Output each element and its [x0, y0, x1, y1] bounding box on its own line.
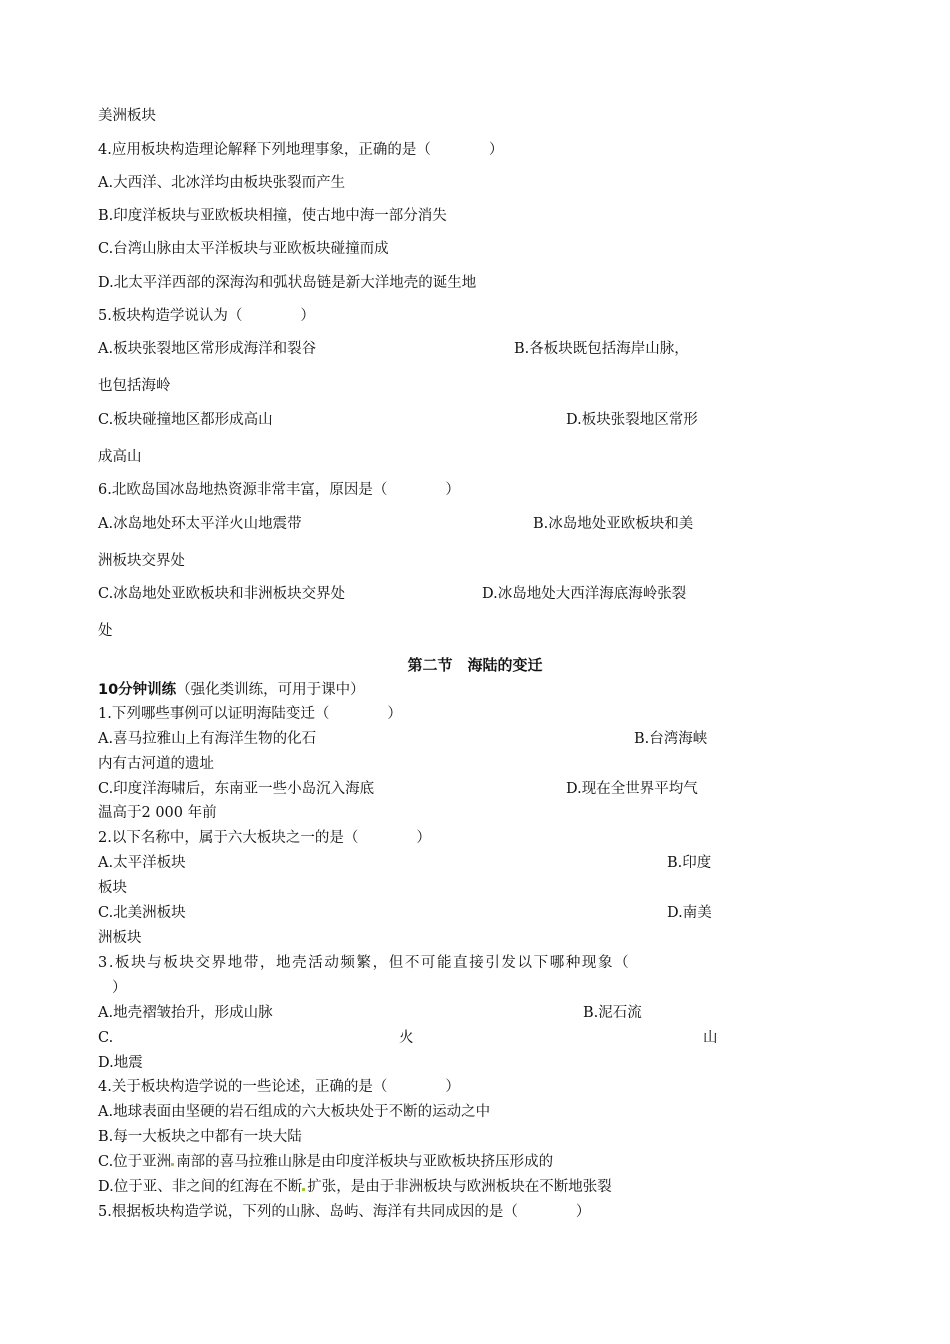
question-3: 3.板块与板块交界地带，地壳活动频繁，但不可能直接引发以下哪种现象（ [98, 955, 631, 971]
question-4: 4.应用板块构造理论解释下列地理事象，正确的是（ ） [98, 142, 504, 158]
option-b: B.泥石流 [583, 1005, 642, 1021]
option-d-pre: D.位于亚、非之间的红海在不断 [98, 1179, 303, 1195]
question-5: 5.根据板块构造学说，下列的山脉、岛屿、海洋有共同成因的是（ ） [98, 1204, 591, 1220]
option-d-cont: 成高山 [98, 449, 142, 465]
training-note: （强化类训练，可用于课中） [176, 682, 365, 698]
option-c-post: 南部的喜马拉雅山脉是由印度洋板块与亚欧板块挤压形成的 [176, 1154, 554, 1170]
question-3-end: ） [112, 980, 127, 996]
marker-dot [302, 1188, 305, 1191]
option-c: C.板块碰撞地区都形成高山 [98, 412, 273, 428]
option-b: B.冰岛地处亚欧板块和美 [533, 516, 694, 532]
option-c: C. [98, 1030, 114, 1046]
option-c-mid: 火 [399, 1030, 414, 1046]
option-c: C.北美洲板块 [98, 905, 186, 921]
option-a: A.喜马拉雅山上有海洋生物的化石 [98, 731, 317, 747]
option-d-cont: 处 [98, 623, 113, 639]
option-d: D.板块张裂地区常形 [566, 412, 698, 428]
option-d: D.南美 [667, 905, 712, 921]
option-a: A.地球表面由坚硬的岩石组成的六大板块处于不断的运动之中 [98, 1104, 491, 1120]
option-c: C.台湾山脉由太平洋板块与亚欧板块碰撞而成 [98, 241, 389, 257]
question-5: 5.板块构造学说认为（ ） [98, 308, 315, 324]
question-2: 2.以下名称中，属于六大板块之一的是（ ） [98, 830, 431, 846]
option-b: B.印度 [667, 855, 712, 871]
option-d: D.地震 [98, 1055, 143, 1071]
section-title: 第二节 海陆的变迁 [407, 656, 543, 674]
option-c [98, 1152, 718, 1172]
option-d: D.北太平洋西部的深海沟和弧状岛链是新大洋地壳的诞生地 [98, 275, 477, 291]
option-a: A.板块张裂地区常形成海洋和裂谷 [98, 341, 317, 357]
text-line: 美洲板块 [98, 108, 156, 124]
option-b: B.台湾海峡 [634, 731, 708, 747]
question-6: 6.北欧岛国冰岛地热资源非常丰富，原因是（ ） [98, 482, 460, 498]
option-b: B.各板块既包括海岸山脉， [514, 341, 689, 357]
option-d [98, 1177, 718, 1197]
option-a: A.大西洋、北冰洋均由板块张裂而产生 [98, 175, 346, 191]
option-d-post: 扩张，是由于非洲板块与欧洲板块在不断地张裂 [307, 1179, 612, 1195]
option-d: D.冰岛地处大西洋海底海岭张裂 [482, 586, 687, 602]
option-b-cont: 板块 [98, 880, 127, 896]
question-1: 1.下列哪些事例可以证明海陆变迁（ ） [98, 706, 402, 722]
option-c-end: 山 [703, 1030, 718, 1046]
option-b-cont: 洲板块交界处 [98, 553, 185, 569]
marker-dot [171, 1163, 174, 1166]
question-4: 4.关于板块构造学说的一些论述，正确的是（ ） [98, 1079, 460, 1095]
option-c: C.冰岛地处亚欧板块和非洲板块交界处 [98, 586, 346, 602]
option-b-cont: 也包括海岭 [98, 378, 171, 394]
option-c-pre: C.位于亚洲 [98, 1154, 172, 1170]
option-a: A.冰岛地处环太平洋火山地震带 [98, 516, 302, 532]
option-d-cont: 洲板块 [98, 930, 142, 946]
option-b-cont: 内有古河道的遗址 [98, 756, 214, 772]
option-b: B.印度洋板块与亚欧板块相撞，使古地中海一部分消失 [98, 208, 447, 224]
option-d-cont: 温高于2 000 年前 [98, 805, 217, 821]
option-a: A.地壳褶皱抬升，形成山脉 [98, 1005, 273, 1021]
option-d: D.现在全世界平均气 [566, 781, 698, 797]
option-c: C.印度洋海啸后，东南亚一些小岛沉入海底 [98, 781, 375, 797]
training-bold: 10分钟训练 [98, 682, 177, 698]
option-b: B.每一大板块之中都有一块大陆 [98, 1129, 302, 1145]
training-label [98, 680, 718, 700]
option-a: A.太平洋板块 [98, 855, 186, 871]
